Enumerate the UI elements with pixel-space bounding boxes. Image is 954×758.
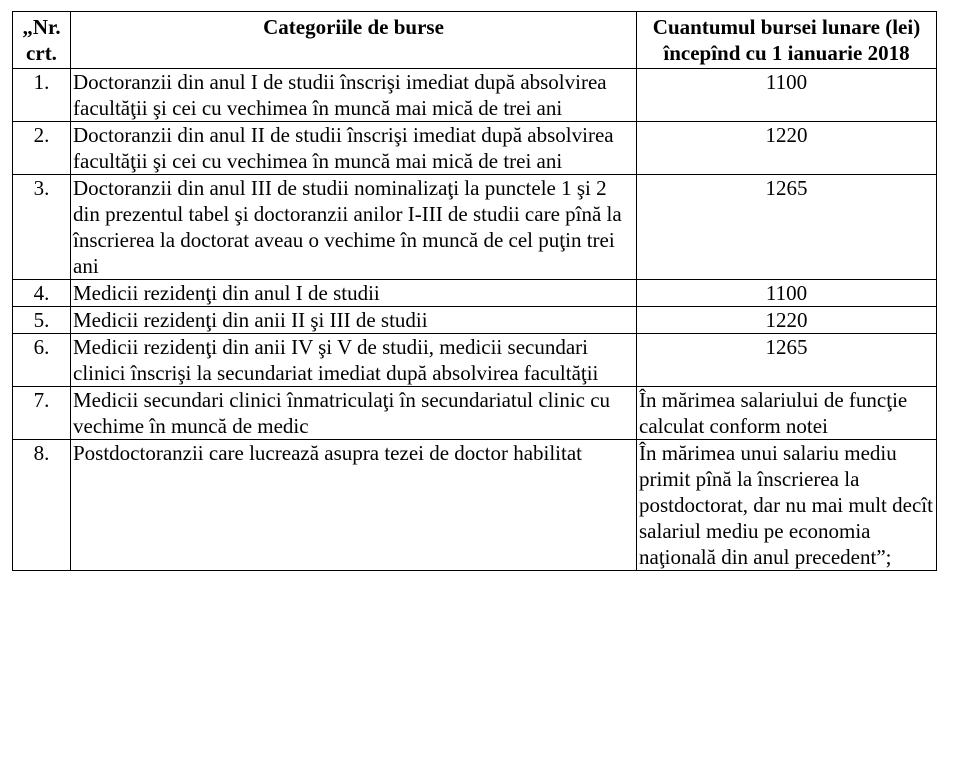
- table-row: [13, 280, 937, 307]
- row-amount: 1265: [637, 334, 937, 387]
- row-amount: 1220: [637, 307, 937, 334]
- header-nr: „Nr. crt.: [13, 12, 71, 69]
- row-amount: 1100: [637, 280, 937, 307]
- table-row: [13, 69, 937, 122]
- row-number: 7.: [13, 387, 71, 440]
- row-amount: În mărimea salariului de funcţie calculat conform notei: [637, 387, 937, 440]
- row-category: Doctoranzii din anul III de studii nominalizaţi la punctele 1 şi 2 din prezentul tabel şi doctoranzii anilor I-III de studii care pînă la înscrierea la doctorat aveau o vechime în muncă de cel puţin trei ani: [71, 175, 637, 280]
- table-header-row: [13, 12, 937, 69]
- row-category: Medicii secundari clinici înmatriculaţi în secundariatul clinic cu vechime în muncă de medic: [71, 387, 637, 440]
- row-category: Doctoranzii din anul II de studii înscrişi imediat după absolvirea facultăţii şi cei cu vechimea în muncă mai mică de trei ani: [71, 122, 637, 175]
- document-page: [12, 11, 936, 571]
- scholarship-table: [12, 11, 937, 571]
- table-row: [13, 307, 937, 334]
- row-number: 4.: [13, 280, 71, 307]
- row-number: 3.: [13, 175, 71, 280]
- row-category: Doctoranzii din anul I de studii înscrişi imediat după absolvirea facultăţii şi cei cu vechimea în muncă mai mică de trei ani: [71, 69, 637, 122]
- row-number: 1.: [13, 69, 71, 122]
- table-row: [13, 334, 937, 387]
- row-amount: 1265: [637, 175, 937, 280]
- row-category: Postdoctoranzii care lucrează asupra tezei de doctor habilitat: [71, 440, 637, 571]
- row-amount: În mărimea unui salariu mediu primit pînă la înscrierea la postdoctorat, dar nu mai mult decît salariul mediu pe economia naţională din anul precedent”;: [637, 440, 937, 571]
- table-row: [13, 122, 937, 175]
- table-row: [13, 175, 937, 280]
- row-category: Medicii rezidenţi din anii II şi III de studii: [71, 307, 637, 334]
- header-amount: Cuantumul bursei lunare (lei) începînd cu 1 ianuarie 2018: [637, 12, 937, 69]
- row-number: 8.: [13, 440, 71, 571]
- row-number: 5.: [13, 307, 71, 334]
- row-amount: 1220: [637, 122, 937, 175]
- header-category: Categoriile de burse: [71, 12, 637, 69]
- row-category: Medicii rezidenţi din anul I de studii: [71, 280, 637, 307]
- table-row: [13, 440, 937, 571]
- table-row: [13, 387, 937, 440]
- row-number: 2.: [13, 122, 71, 175]
- row-number: 6.: [13, 334, 71, 387]
- row-category: Medicii rezidenţi din anii IV şi V de studii, medicii secundari clinici înscrişi la secundariat imediat după absolvirea facultăţii: [71, 334, 637, 387]
- row-amount: 1100: [637, 69, 937, 122]
